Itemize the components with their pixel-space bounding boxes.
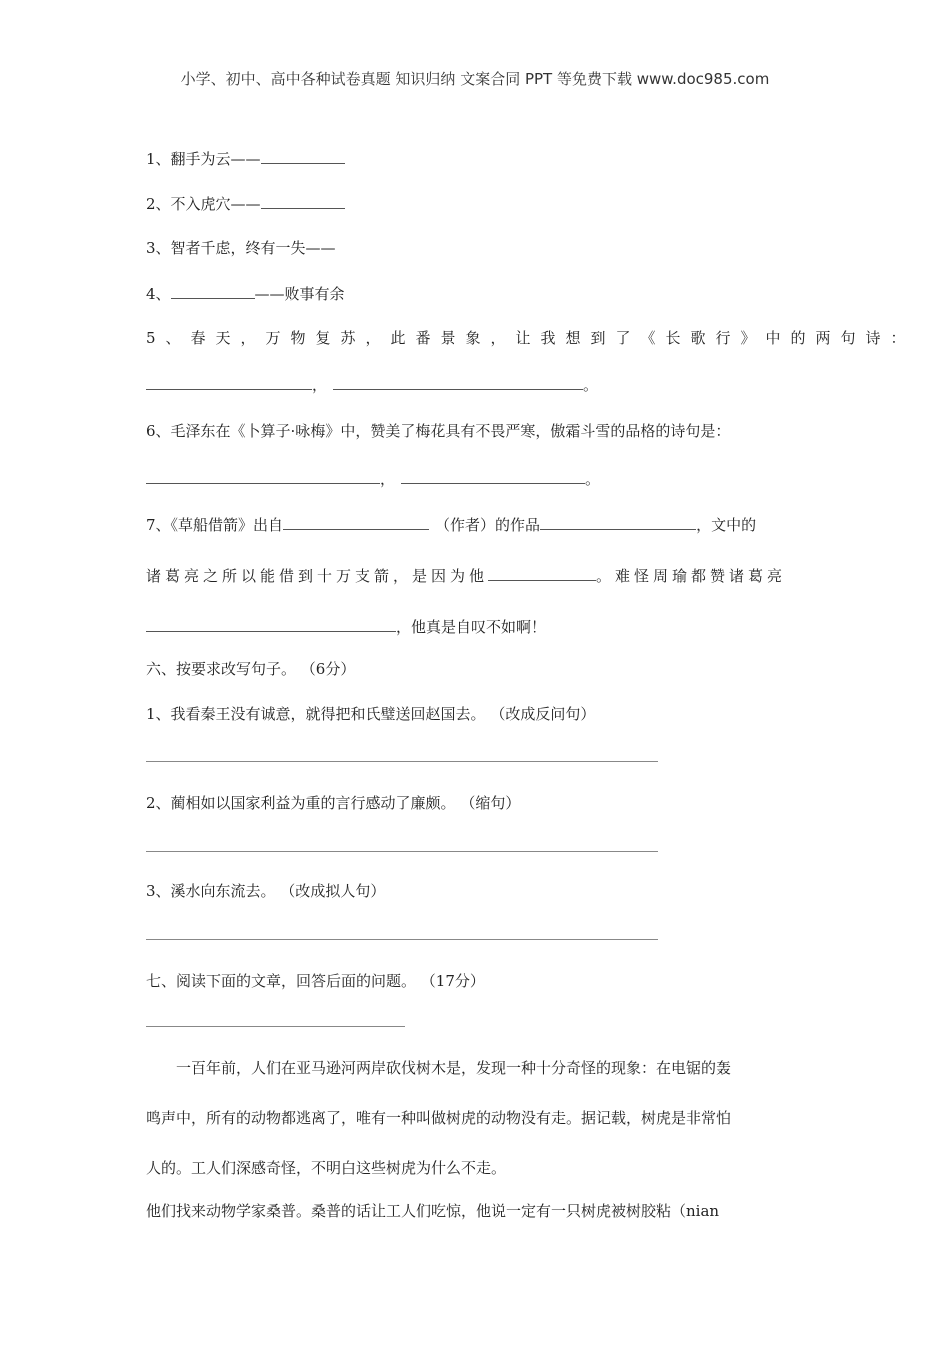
idiom-1-blank[interactable] xyxy=(261,162,345,164)
q6-comma: ， xyxy=(380,470,396,488)
q7-work-blank[interactable] xyxy=(540,528,696,530)
rewrite-item-3: 3、溪水向东流去。 （改成拟人句） xyxy=(146,882,386,900)
question-6-answer xyxy=(146,468,600,489)
passage-line-2: 鸣声中，所有的动物都逃离了，唯有一种叫做树虎的动物没有走。据记载，树虎是非常怕 xyxy=(146,1109,732,1127)
idiom-4-blank[interactable] xyxy=(171,297,255,299)
q6-blank-1[interactable] xyxy=(146,482,380,484)
idiom-4-suffix: ——败事有余 xyxy=(254,285,345,303)
idiom-2-text: 2、不入虎穴—— xyxy=(146,195,261,213)
answer-line-1[interactable] xyxy=(146,761,658,762)
idiom-2 xyxy=(146,193,345,214)
rewrite-item-1: 1、我看秦王没有诚意，就得把和氏璧送回赵国去。 （改成反问句） xyxy=(146,705,596,723)
passage-line-1: 一百年前，人们在亚马逊河两岸砍伐树木是，发现一种十分奇怪的现象：在电锯的轰 xyxy=(176,1059,732,1077)
section-6-title: 六、按要求改写句子。 （6分） xyxy=(146,660,356,678)
question-7-line-1 xyxy=(146,514,756,535)
rewrite-item-2: 2、蔺相如以国家利益为重的言行感动了廉颇。 （缩句） xyxy=(146,794,521,812)
q7-author-blank[interactable] xyxy=(283,528,429,530)
q7-part-6: ，他真是自叹不如啊！ xyxy=(396,618,547,636)
q5-comma: ， xyxy=(312,376,328,394)
article-title-line[interactable] xyxy=(146,1026,405,1027)
question-6: 6、毛泽东在《卜算子·咏梅》中，赞美了梅花具有不畏严寒，傲霜斗雪的品格的诗句是： xyxy=(146,422,731,440)
passage-line-3: 人的。工人们深感奇怪，不明白这些树虎为什么不走。 xyxy=(146,1159,507,1177)
answer-line-2[interactable] xyxy=(146,851,658,852)
q6-period: 。 xyxy=(585,470,601,488)
idiom-2-blank[interactable] xyxy=(261,207,345,209)
q7-praise-blank[interactable] xyxy=(146,630,396,632)
q5-period: 。 xyxy=(583,376,599,394)
q7-part-2: （作者）的作品 xyxy=(435,516,541,534)
q7-part-1: 7、《草船借箭》出自 xyxy=(146,516,284,534)
q7-part-4: 诸葛亮之所以能借到十万支箭，是因为他 xyxy=(146,567,489,585)
q6-blank-2[interactable] xyxy=(401,482,585,484)
question-7-line-2 xyxy=(146,565,786,586)
question-7-line-3 xyxy=(146,616,546,637)
q7-part-3: ，文中的 xyxy=(696,516,757,534)
idiom-3: 3、智者千虑，终有一失—— xyxy=(146,239,336,257)
idiom-1 xyxy=(146,148,345,169)
q5-blank-1[interactable] xyxy=(146,388,312,390)
answer-line-3[interactable] xyxy=(146,939,658,940)
question-5-answer xyxy=(146,374,598,395)
passage-line-4: 他们找来动物学家桑普。桑普的话让工人们吃惊，他说一定有一只树虎被树胶粘（nian xyxy=(146,1202,720,1220)
page-header: 小学、初中、高中各种试卷真题 知识归纳 文案合同 PPT 等免费下载 www.doc985.com xyxy=(180,70,770,88)
question-5: 5、春天，万物复苏，此番景象，让我想到了《长歌行》中的两句诗： xyxy=(146,329,916,347)
section-7-title: 七、阅读下面的文章，回答后面的问题。 （17分） xyxy=(146,972,485,990)
idiom-1-text: 1、翻手为云—— xyxy=(146,150,261,168)
q5-blank-2[interactable] xyxy=(333,388,583,390)
q7-reason-blank[interactable] xyxy=(488,579,596,581)
idiom-4 xyxy=(146,283,345,304)
idiom-4-prefix: 4、 xyxy=(146,285,171,303)
q7-part-5: 。难怪周瑜都赞诸葛亮 xyxy=(596,567,787,585)
